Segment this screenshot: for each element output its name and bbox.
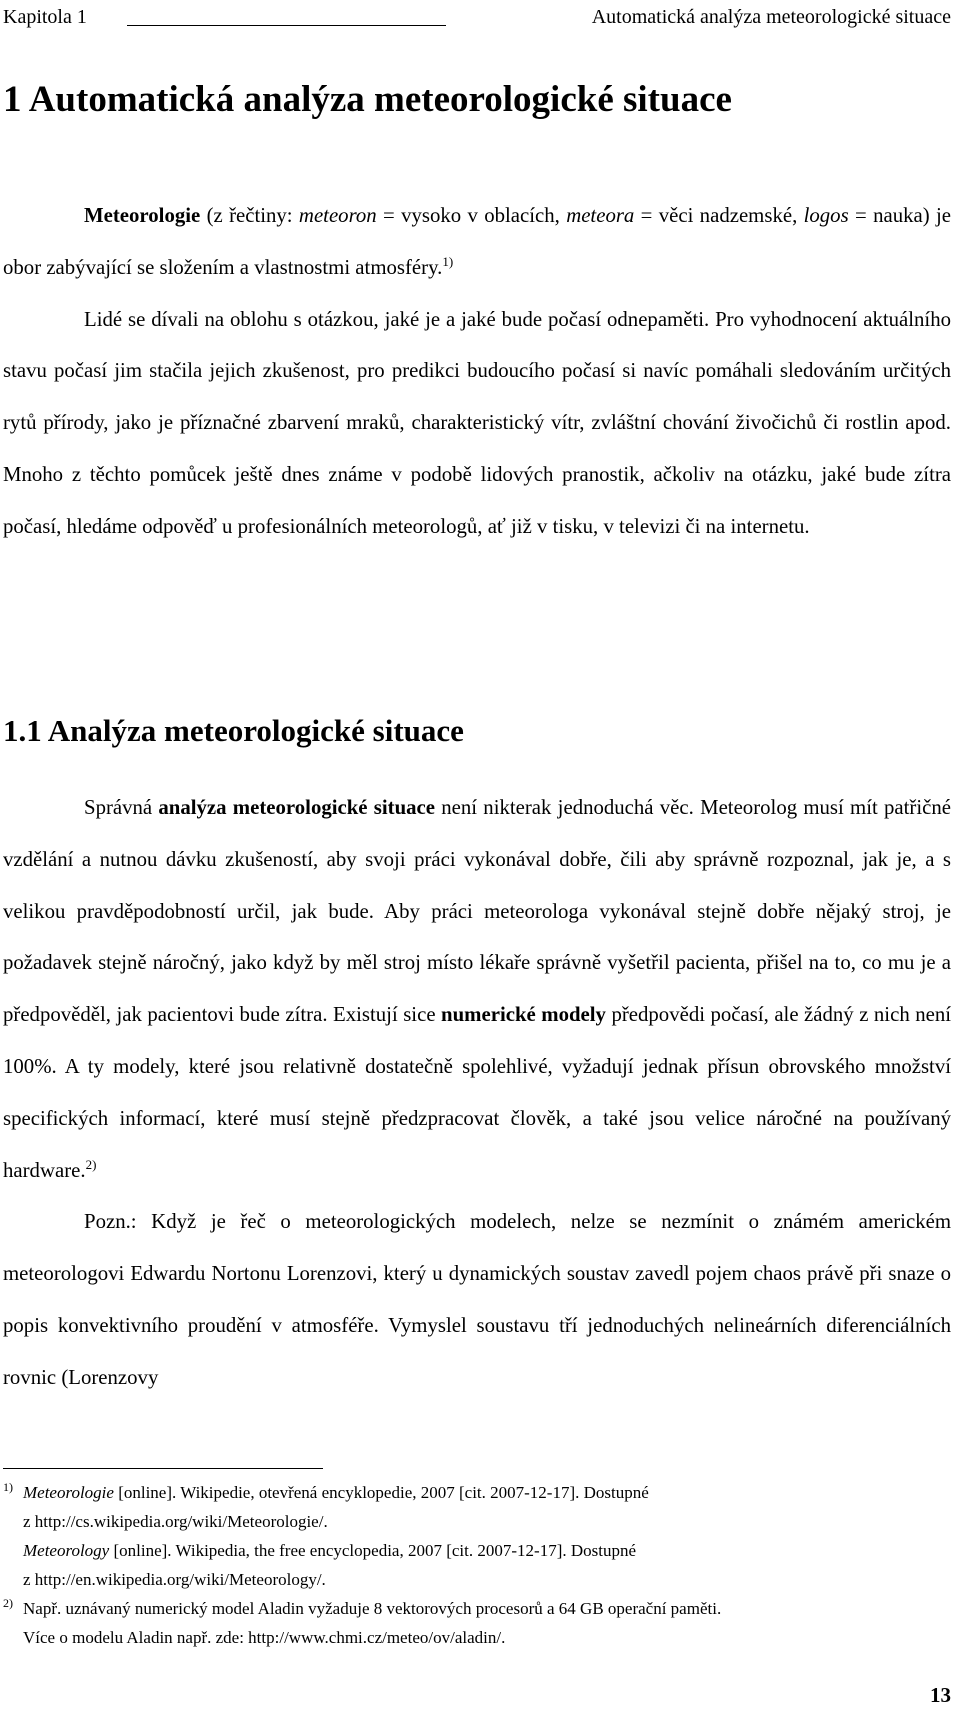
page-number: 13 (930, 1683, 951, 1707)
footnote-1-link-cs: z http://cs.wikipedia.org/wiki/Meteorologie/. (23, 1512, 328, 1531)
header-chapter: Kapitola 1 (3, 6, 87, 28)
footnote-ref-2: 2) (85, 1156, 97, 1172)
footnote-1-link-en: z http://en.wikipedia.org/wiki/Meteorology/. (23, 1570, 326, 1589)
analysis-section (3, 782, 951, 1404)
footnote-2-mark: 2) (3, 1596, 13, 1610)
footnote-separator (3, 1468, 323, 1469)
history-paragraph: Lidé se dívali na oblohu s otázkou, jaké je a jaké bude počasí odnepaměti. Pro vyhodnocení aktuálního stavu počasí jim stačila jejich zkušenost, pro predikci budoucího počasí si navíc pomáhali sledováním určitých rytů přírody, jako je příznačné zbarvení mraků, charakteristický vítr, zvláštní chování živočichů či rostlin apod. Mnoho z těchto pomůcek ještě dnes známe v podobě lidových pranostik, ačkoliv na otázku, jaké bude zítra počasí, hledáme odpověď u profesionálních meteorologů, ať již v tisku, v televizi či na internetu. (3, 307, 951, 538)
footnote-ref-1: 1) (442, 253, 454, 269)
header-title: Automatická analýza meteorologické situace (591, 6, 951, 28)
section-title: 1.1 Analýza meteorologické situace (3, 713, 464, 748)
bold-analysis-term: analýza meteorologické situace (158, 796, 436, 819)
header-rule (127, 25, 446, 26)
term-meteorologie: Meteorologie (84, 204, 201, 227)
intro-section (3, 190, 951, 553)
bold-models-term: numerické modely (441, 1003, 606, 1027)
note-paragraph: Pozn.: Když je řeč o meteorologických modelech, nelze se nezmínit o známém americkém meteorologovi Edwardu Nortonu Lorenzovi, který u dynamických soustav zavedl pojem chaos právě při snaze o popis konvektivního proudění v atmosféře. Vymyslel soustavu tří jednoduchých nelineárních diferenciálních rovnic (Lorenzovy (3, 1210, 951, 1389)
footnote-1: 1) Meteorologie [online]. Wikipedie, otevřená encyklopedie, 2007 [cit. 2007-12-17]. Dostupné z http://cs.wikipedia.org/wiki/Meteorologie/. Meteorology [online]. Wikipedia, the free encyclopedia, 2007 [cit. 2007-12-17]. Dostupné z http://en.wikipedia.org/wiki/Meteorology/. (3, 1478, 951, 1594)
intro-paragraph: Meteorologie (z řečtiny: meteoron = vysoko v oblacích, meteora = věci nadzemské, logos = nauka) je obor zabývající se složením a vlastnostmi atmosféry.$^{1)}$ (3, 204, 951, 279)
chapter-title: 1 Automatická analýza meteorologické situace (3, 79, 732, 120)
analysis-paragraph: Správná analýza meteorologické situace není nikterak jednoduchá věc. Meteorolog musí mít patřičné vzdělání a nutnou dávku zkušeností, aby svoji práci vykonával dobře, čili aby správně rozpoznal, jak je, a s velikou pravděpodobností určil, jak bude. Aby práci meteorologa vykonával stejně dobře nějaký stroj, je požadavek stejně náročný, jako když by měl stroj místo lékaře správně vyšetřil pacienta, přišel na to, co mu je a předpověděl, jak pacientovi bude zítra. Existují sice numerické modely předpovědi počasí, ale žádný z nich není 100%. A ty modely, které jsou relativně dostatečně spolehlivé, vyžadují jednak přísun obrovského množství specifických informací, které musí stejně předzpracovat člověk, a také jsou velice náročné na používaný hardware.$^{2)}$ (3, 796, 952, 1182)
footnote-1-mark: 1) (3, 1480, 13, 1494)
footnote-2: 2) Např. uznávaný numerický model Aladin vyžaduje 8 vektorových procesorů a 64 GB operační paměti. Více o modelu Aladin např. zde: http://www.chmi.cz/meteo/ov/aladin/. (3, 1594, 951, 1652)
running-header (3, 5, 951, 35)
footnotes (3, 1478, 951, 1652)
